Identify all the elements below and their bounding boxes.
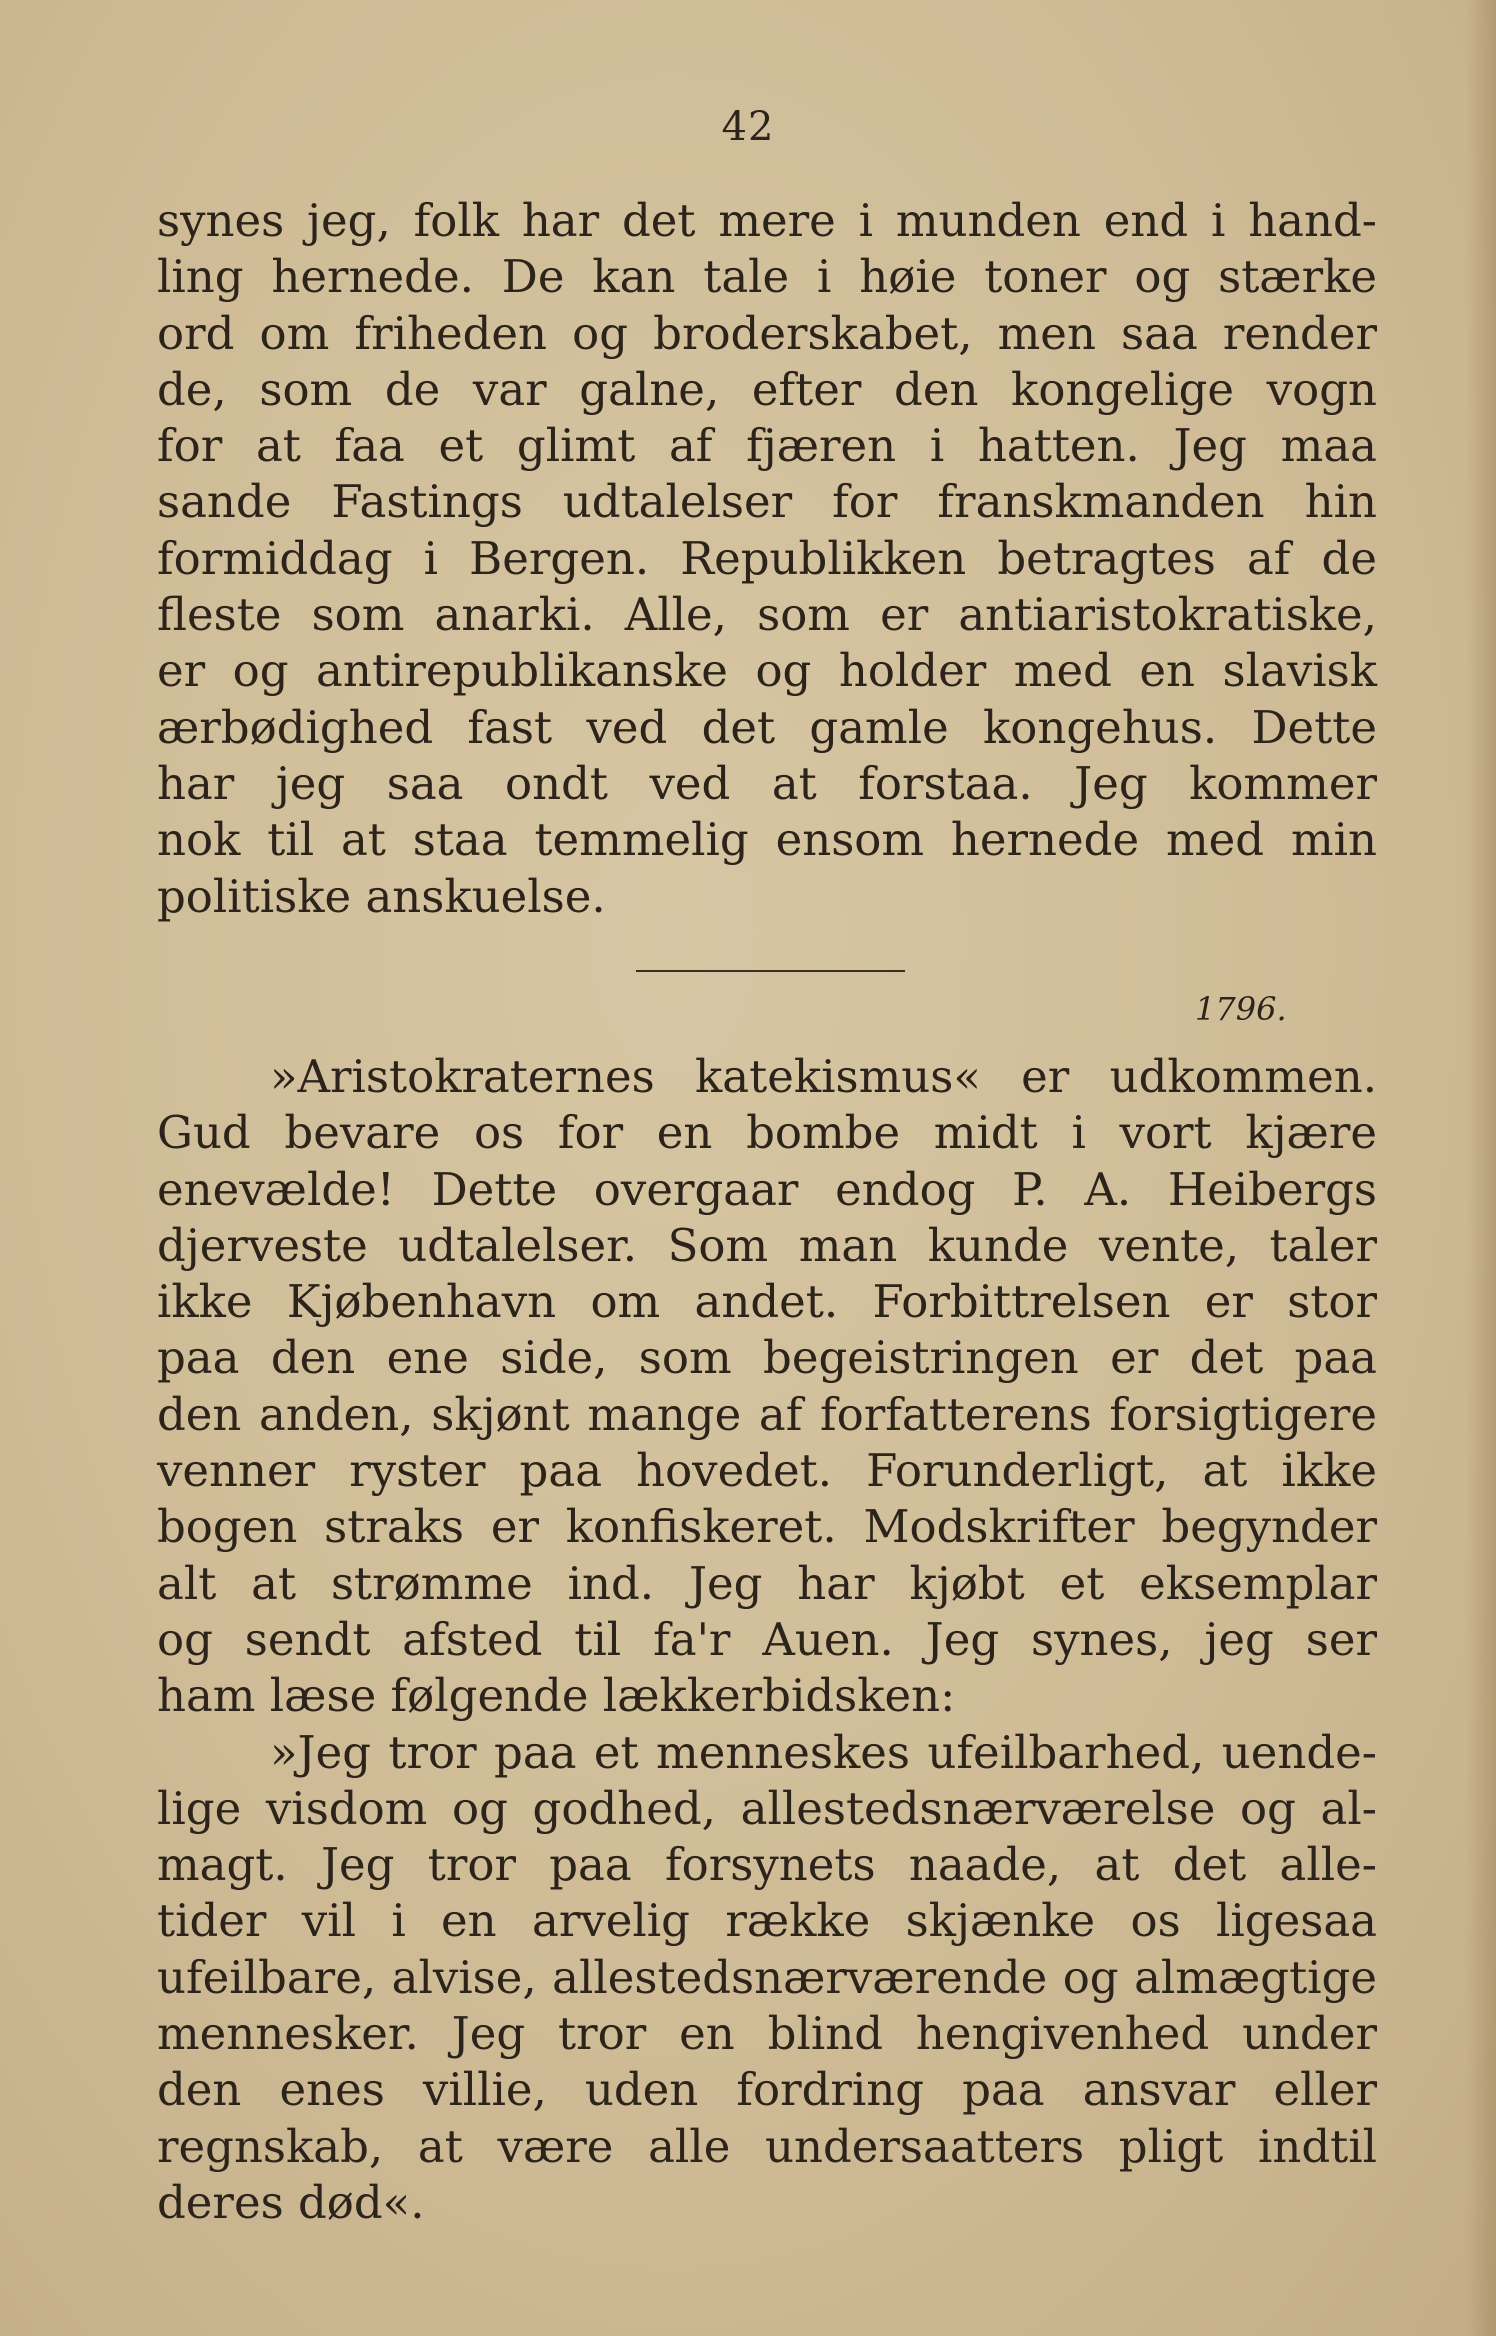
text-line: ham læse følgende lækkerbidsken: bbox=[157, 1669, 956, 1723]
section-divider bbox=[636, 970, 905, 972]
text-line: paa den ene side, som begeistringen er det paa bbox=[157, 1331, 1377, 1385]
year-heading: 1796. bbox=[1195, 990, 1287, 1028]
text-line: regnskab, at være alle undersaatters pligt indtil bbox=[157, 2119, 1377, 2173]
text-line: enevælde! Dette overgaar endog P. A. Heibergs bbox=[157, 1162, 1377, 1216]
text-line: fleste som anarki. Alle, som er antiaristokratiske, bbox=[157, 588, 1377, 642]
page-number: 42 bbox=[721, 104, 775, 150]
text-line: bogen straks er konfiskeret. Modskrifter begynder bbox=[157, 1500, 1377, 1554]
text-line: deres død«. bbox=[157, 2175, 425, 2229]
text-line: og sendt afsted til fa'r Auen. Jeg synes, jeg ser bbox=[157, 1612, 1377, 1666]
text-line: ikke Kjøbenhavn om andet. Forbittrelsen er stor bbox=[157, 1275, 1377, 1329]
text-line: venner ryster paa hovedet. Forunderligt, at ikke bbox=[157, 1444, 1377, 1498]
text-line: formiddag i Bergen. Republikken betragtes af de bbox=[157, 531, 1377, 585]
text-line: de, som de var galne, efter den kongelige vogn bbox=[157, 362, 1377, 416]
text-line: »Jeg tror paa et menneskes ufeilbarhed, uende- bbox=[270, 1725, 1377, 1779]
text-line: ord om friheden og broderskabet, men saa render bbox=[157, 306, 1377, 360]
text-line: mennesker. Jeg tror en blind hengivenhed under bbox=[157, 2007, 1377, 2061]
text-line: tider vil i en arvelig række skjænke os ligesaa bbox=[157, 1894, 1377, 1948]
text-line: synes jeg, folk har det mere i munden end i hand- bbox=[157, 194, 1377, 247]
text-line: for at faa et glimt af fjæren i hatten. Jeg maa bbox=[157, 419, 1377, 473]
text-line: nok til at staa temmelig ensom hernede med min bbox=[157, 813, 1377, 867]
text-line: Gud bevare os for en bombe midt i vort kjære bbox=[157, 1106, 1377, 1160]
page-edge-shadow bbox=[1466, 0, 1496, 2336]
text-line: er og antirepublikanske og holder med en slavisk bbox=[157, 644, 1377, 698]
text-line: har jeg saa ondt ved at forstaa. Jeg kommer bbox=[157, 756, 1377, 810]
text-line: den anden, skjønt mange af forfatterens forsigtigere bbox=[157, 1387, 1377, 1441]
paragraph-2 bbox=[157, 1049, 1377, 2231]
text-line: ufeilbare, alvise, allestedsnærværende og almægtige bbox=[157, 1950, 1377, 2004]
paragraph-1 bbox=[157, 193, 1377, 925]
text-line: alt at strømme ind. Jeg har kjøbt et eksemplar bbox=[157, 1556, 1377, 1610]
text-line: ærbødighed fast ved det gamle kongehus. Dette bbox=[157, 700, 1377, 754]
text-line: magt. Jeg tror paa forsynets naade, at det alle- bbox=[157, 1838, 1377, 1892]
text-line: den enes villie, uden fordring paa ansvar eller bbox=[157, 2063, 1377, 2117]
text-line: djerveste udtalelser. Som man kunde vente, taler bbox=[157, 1218, 1377, 1272]
text-line: politiske anskuelse. bbox=[157, 869, 606, 923]
text-line: ling hernede. De kan tale i høie toner og stærke bbox=[157, 250, 1377, 304]
text-line: sande Fastings udtalelser for franskmanden hin bbox=[157, 475, 1377, 529]
text-line: lige visdom og godhed, allestedsnærværelse og al- bbox=[157, 1781, 1377, 1835]
text-line: »Aristokraternes katekismus« er udkommen. bbox=[270, 1050, 1377, 1103]
